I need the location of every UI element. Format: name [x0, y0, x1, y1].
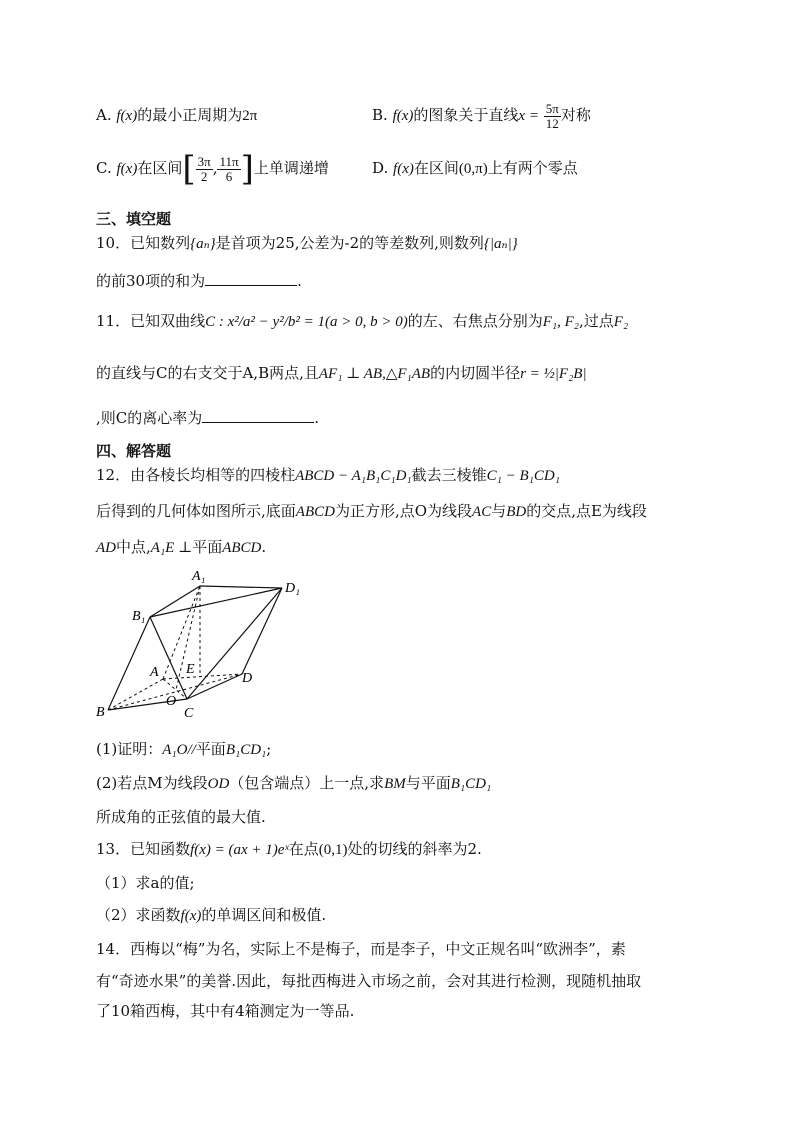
q12-line3 [96, 536, 266, 559]
q13-part2 [96, 904, 326, 927]
left-bracket: [ [182, 149, 196, 189]
q12-part1c: 平面 [195, 740, 226, 758]
edge-b1d1 [150, 588, 282, 617]
q12-line2e: 与 [491, 502, 507, 520]
option-b-suffix: 对称 [560, 106, 591, 124]
q10-line1 [96, 232, 518, 255]
q11-end: . [314, 409, 320, 427]
q12-line1a: 12．由各棱长均相等的四棱柱 [96, 466, 296, 484]
q11-line3-text: ,则C的离心率为 [96, 409, 203, 427]
q12-segment-bd: BD [506, 504, 527, 520]
edge-dd1 [242, 588, 282, 674]
q13-line1a: 13．已知函数 [96, 840, 191, 858]
q12-part2-line2: 所成角的正弦值的最大值. [96, 808, 266, 826]
q12-segment-ad: AD [96, 540, 116, 556]
q14-line1: 14．西梅以“梅”为名，实际上不是梅子，而是李子，中文正规名叫“欧洲李”，素 [96, 940, 626, 958]
q11-mid: 的左、右焦点分别为 [407, 312, 543, 330]
section-4-heading: 四、解答题 [96, 442, 172, 460]
option-a-value: 2π [242, 108, 258, 124]
option-a [96, 104, 257, 127]
q12-plane-b1cd1-2: B₁CD₁ [450, 776, 492, 792]
q12-prism: ABCD − A₁B₁C₁D₁ [295, 468, 412, 484]
q10-mid: 是首项为25,公差为-2的等差数列,则数列 [215, 234, 484, 252]
q13-part2c: 的单调区间和极值. [201, 906, 327, 924]
q12-line1 [96, 464, 560, 487]
option-d-func: f(x) [393, 161, 414, 177]
q14-line3: 了10箱西梅，其中有4箱测定为一等品. [96, 1002, 355, 1020]
q12-line1c: 截去三棱锥 [411, 466, 487, 484]
edge-bb1 [108, 617, 150, 710]
q12-plane: ABCD [222, 540, 262, 556]
option-c-frac1-den: 2 [200, 168, 208, 184]
label-a1: A₁ [192, 569, 206, 584]
q12-line2c: 为正方形,点O为线段 [334, 502, 473, 520]
label-e: E [186, 662, 195, 677]
q12-line3b: 中点, [116, 538, 151, 556]
q10-end: . [297, 272, 302, 290]
q11-equation: C : x²/a² − y²/b² = 1(a > 0, b > 0) [205, 314, 408, 330]
option-b-fraction [544, 102, 561, 131]
label-d1: D₁ [285, 581, 300, 596]
q13-part2a: （2）求函数 [96, 906, 181, 924]
option-c-frac1-num: 3π [197, 153, 211, 169]
q11-answer-blank [202, 408, 314, 423]
q12-part2a: (2)若点M为线段 [96, 774, 208, 792]
q12-segment-bm: BM [384, 776, 406, 792]
q13-point: (0,1) [318, 842, 348, 858]
label-b: B [96, 705, 105, 720]
q11-line2 [96, 362, 587, 385]
q12-parallel: A₁O// [162, 742, 196, 758]
q13-line1c: 处的切线的斜率为2. [347, 840, 482, 858]
option-c-frac1 [196, 155, 213, 184]
option-b-frac-num: 5π [545, 100, 559, 116]
q12-plane-b1cd1: B₁CD₁ [225, 742, 267, 758]
q12-line3f: . [261, 538, 267, 556]
option-d-suffix: 上有两个零点 [487, 159, 578, 177]
option-b [372, 96, 591, 135]
option-c-frac2-den: 6 [225, 168, 233, 184]
q12-part1 [96, 738, 271, 761]
q11-line1 [96, 310, 628, 333]
option-c-text: 在区间 [137, 159, 183, 177]
label-d: D [242, 671, 253, 686]
q14-line2: 有“奇迹水果”的美誉.因此，每批西梅进入市场之前，会对其进行检测，现随机抽取 [96, 972, 642, 990]
q12-part2c: （包含端点）上一点,求 [229, 774, 385, 792]
q10-line2-text: 的前30项的和为 [96, 272, 206, 290]
edge-a1d1 [200, 586, 282, 588]
option-c-frac2-num: 11π [219, 153, 239, 169]
option-d [372, 157, 578, 180]
option-b-prefix: B. [372, 106, 388, 124]
q12-pyramid: C₁ − B₁CD₁ [486, 468, 560, 484]
option-c-frac2 [217, 155, 240, 184]
option-b-frac-den: 12 [545, 115, 559, 131]
label-c: C [184, 706, 194, 721]
edge-ba [108, 679, 163, 710]
edge-b1c [150, 617, 187, 699]
q12-line3d: 平面 [192, 538, 223, 556]
option-b-func: f(x) [392, 108, 414, 124]
q10-line2 [96, 270, 302, 292]
right-bracket: ] [240, 149, 254, 189]
option-d-interval: (0,π) [458, 161, 488, 177]
q10-answer-blank [205, 271, 297, 286]
q11-line2a: 的直线与C的右支交于A,B两点,且 [96, 364, 319, 382]
q10-seq: {aₙ} [190, 236, 216, 252]
q10-seq2: {|aₙ|} [483, 236, 518, 252]
label-b1: B₁ [132, 609, 146, 624]
q12-line2a: 后得到的几何体如图所示,底面 [96, 502, 296, 520]
section-3-heading: 三、填空题 [96, 210, 172, 228]
q11-radius: r = ½|F₂B| [520, 366, 587, 382]
option-c-prefix: C. [96, 159, 112, 177]
option-d-prefix: D. [372, 159, 389, 177]
q11-line3 [96, 407, 319, 429]
edge-cd1 [187, 588, 282, 699]
option-d-text: 在区间 [413, 159, 459, 177]
q12-perp: A₁E ⊥ [150, 540, 193, 556]
q11-foci: F₁, F₂ [542, 314, 579, 330]
q13-function: f(x) = (ax + 1)eˣ [190, 842, 289, 858]
q13-line1 [96, 838, 482, 861]
q11-number: 11．已知双曲线 [96, 312, 206, 330]
q11-line2c: 的内切圆半径 [430, 364, 521, 382]
edge-ad [163, 674, 242, 679]
option-a-prefix: A. [96, 106, 112, 124]
option-c-suffix: 上单调递增 [253, 159, 329, 177]
option-a-text: 的最小正周期为 [137, 106, 243, 124]
q12-part2e: 与平面 [405, 774, 451, 792]
q12-part2 [96, 772, 491, 795]
q12-part1e: ; [266, 740, 272, 758]
q12-base: ABCD [295, 504, 335, 520]
q11-vector: AF₁ ⊥ AB [318, 366, 383, 382]
option-c-func: f(x) [116, 161, 138, 177]
q13-part1: （1）求a的值; [96, 874, 195, 892]
q11-tail: ,过点 [579, 312, 614, 330]
label-a: A [150, 665, 159, 680]
q12-line2g: 的交点,点E为线段 [526, 502, 647, 520]
q13-part2-func: f(x) [180, 908, 202, 924]
q12-part1a: (1)证明： [96, 740, 163, 758]
q10-number: 10．已知数列 [96, 234, 191, 252]
q12-segment-ac: AC [472, 504, 492, 520]
q12-line2 [96, 500, 647, 523]
q11-triangle: ,△F₁AB [382, 366, 431, 382]
edge-b1a1 [150, 586, 200, 617]
q12-segment-od: OD [207, 776, 230, 792]
option-a-func: f(x) [116, 108, 138, 124]
q13-line1b: 在点 [288, 840, 319, 858]
option-b-eq: x = [518, 108, 539, 124]
q11-f2: F₂ [613, 314, 629, 330]
geometry-figure [96, 566, 316, 728]
option-c: C. f(x)在区间[ $\frac{3\pi}{2}$ , $\frac{11\pi}{6}$ ]上单调递增 [96, 149, 329, 189]
option-b-text: 的图象关于直线 [413, 106, 519, 124]
label-o: O [166, 694, 177, 709]
